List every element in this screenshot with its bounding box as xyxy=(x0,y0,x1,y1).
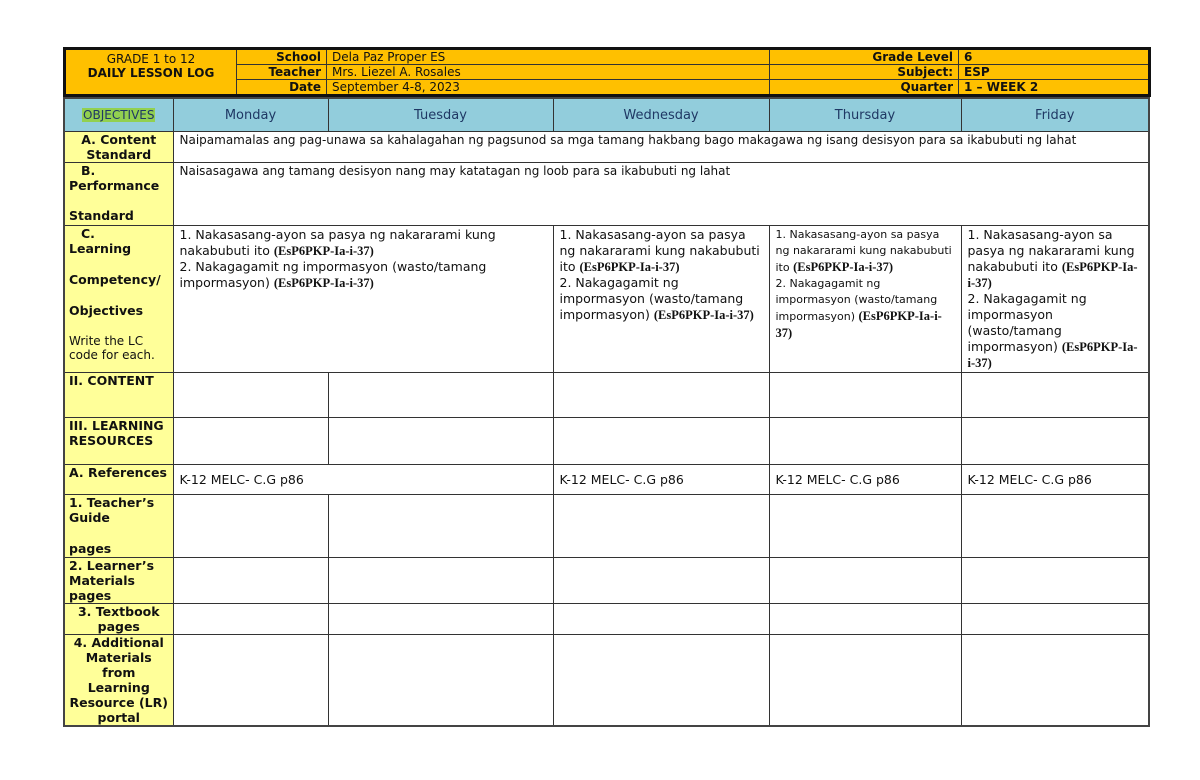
objective-2: 2. Nakagagamit ng impormasyon (wasto/tamang impormasyon) xyxy=(775,277,938,323)
cell xyxy=(328,604,553,635)
label-line: Performance xyxy=(69,178,160,193)
competency-label xyxy=(64,226,173,373)
lc-code: (EsP6PKP-Ia-i-37) xyxy=(653,308,754,322)
objective-1: 1. Nakasasang-ayon sa pasya ng nakararami kung nakabubuti ito xyxy=(775,228,952,274)
cell xyxy=(553,635,769,727)
cell xyxy=(328,558,553,604)
date-value: September 4-8, 2023 xyxy=(327,80,770,96)
cell xyxy=(769,418,961,465)
day-header-row xyxy=(64,98,1149,132)
lc-code: (EsP6PKP-Ia-i-37) xyxy=(579,260,680,274)
cell xyxy=(769,373,961,418)
textbook-row xyxy=(64,604,1149,635)
additional-materials-row xyxy=(64,635,1149,727)
resources-row xyxy=(64,418,1149,465)
performance-standard-text: Naisasagawa ang tamang desisyon nang may katatagan ng loob para sa ikabubuti ng lahat xyxy=(173,163,1149,226)
teacher-label: Teacher xyxy=(237,65,327,80)
school-value: Dela Paz Proper ES xyxy=(327,49,770,65)
references-label: A. References xyxy=(64,465,173,495)
cell xyxy=(769,635,961,727)
lc-code: (EsP6PKP-Ia-i-37) xyxy=(793,260,894,274)
objective-1: 1. Nakasasang-ayon sa pasya ng nakararami kung nakabubuti ito xyxy=(179,227,496,258)
competency-wed xyxy=(553,226,769,373)
lc-code: (EsP6PKP-Ia-i-37) xyxy=(273,244,374,258)
label-line: Standard xyxy=(69,208,134,223)
teacher-value: Mrs. Liezel A. Rosales xyxy=(327,65,770,80)
cell xyxy=(328,373,553,418)
label-line: Objectives xyxy=(69,303,144,318)
cell xyxy=(328,635,553,727)
subject-value: ESP xyxy=(959,65,1150,80)
objectives-header xyxy=(64,98,173,132)
label-line: pages xyxy=(69,541,112,556)
textbook-label: 3. Textbook pages xyxy=(64,604,173,635)
lc-code: (EsP6PKP-Ia-i-37) xyxy=(967,260,1138,290)
ref-wed: K-12 MELC- C.G p86 xyxy=(553,465,769,495)
performance-standard-row xyxy=(64,163,1149,226)
objective-2: 2. Nakagagamit ng impormasyon (wasto/tamang impormasyon) xyxy=(967,291,1087,354)
cell xyxy=(173,604,328,635)
cell xyxy=(961,418,1149,465)
cell xyxy=(769,604,961,635)
objective-1: 1. Nakasasang-ayon sa pasya ng nakararami kung nakabubuti ito xyxy=(967,227,1135,274)
cell xyxy=(553,495,769,558)
content-standard-row xyxy=(64,132,1149,163)
label-line: Competency/ xyxy=(69,272,161,287)
cell xyxy=(173,635,328,727)
cell xyxy=(961,635,1149,727)
competency-mon-tue xyxy=(173,226,553,373)
resources-label: III. LEARNING RESOURCES xyxy=(64,418,173,465)
cell xyxy=(173,558,328,604)
content-row xyxy=(64,373,1149,418)
grade-label: Grade Level xyxy=(770,49,959,65)
cell xyxy=(961,495,1149,558)
label-line: C. xyxy=(81,226,95,241)
objective-1: 1. Nakasasang-ayon sa pasya ng nakararami kung nakabubuti ito xyxy=(559,227,760,274)
day-friday: Friday xyxy=(961,98,1149,132)
label-line: Learning xyxy=(69,241,132,256)
day-monday: Monday xyxy=(173,98,328,132)
content-label: II. CONTENT xyxy=(64,373,173,418)
label-line: A. Content xyxy=(81,132,157,147)
cell xyxy=(553,558,769,604)
cell xyxy=(961,558,1149,604)
teachers-guide-row xyxy=(64,495,1149,558)
ref-fri: K-12 MELC- C.G p86 xyxy=(961,465,1149,495)
header-table xyxy=(63,47,1151,97)
learners-materials-label: 2. Learner’s Materials pages xyxy=(64,558,173,604)
teachers-guide-label xyxy=(64,495,173,558)
competency-fri xyxy=(961,226,1149,373)
cell xyxy=(553,604,769,635)
references-row xyxy=(64,465,1149,495)
objective-2: 2. Nakagagamit ng impormasyon (wasto/tamang impormasyon) xyxy=(559,275,744,322)
label-line: B. xyxy=(81,163,96,178)
cell xyxy=(769,495,961,558)
lc-code: (EsP6PKP-Ia-i-37) xyxy=(273,276,374,290)
cell xyxy=(961,373,1149,418)
cell xyxy=(769,558,961,604)
title-line2: DAILY LESSON LOG xyxy=(87,66,215,80)
objectives-label: OBJECTIVES xyxy=(83,107,155,122)
cell xyxy=(328,495,553,558)
document-title xyxy=(65,49,237,96)
objective-2: 2. Nakagagamit ng impormasyon (wasto/tamang impormasyon) xyxy=(179,259,487,290)
cell xyxy=(553,418,769,465)
learners-materials-row xyxy=(64,558,1149,604)
quarter-value: 1 – WEEK 2 xyxy=(959,80,1150,96)
date-label: Date xyxy=(237,80,327,96)
additional-materials-label: 4. Additional Materials from Learning Resource (LR) portal xyxy=(64,635,173,727)
cell xyxy=(173,373,328,418)
cell xyxy=(328,418,553,465)
title-line1: GRADE 1 to 12 xyxy=(106,52,196,66)
lesson-table xyxy=(63,97,1150,727)
content-standard-label xyxy=(64,132,173,163)
grade-value: 6 xyxy=(959,49,1150,65)
school-label: School xyxy=(237,49,327,65)
quarter-label: Quarter xyxy=(770,80,959,96)
competency-row xyxy=(64,226,1149,373)
ref-mon-tue: K-12 MELC- C.G p86 xyxy=(173,465,553,495)
ref-thu: K-12 MELC- C.G p86 xyxy=(769,465,961,495)
cell xyxy=(961,604,1149,635)
day-thursday: Thursday xyxy=(769,98,961,132)
day-wednesday: Wednesday xyxy=(553,98,769,132)
content-standard-text: Naipamamalas ang pag-unawa sa kahalagahan ng pagsunod sa mga tamang hakbang bago makagawa ng isang desisyon para sa ikabubuti ng lahat xyxy=(173,132,1149,163)
cell xyxy=(173,418,328,465)
competency-thu xyxy=(769,226,961,373)
performance-standard-label xyxy=(64,163,173,226)
lc-code: (EsP6PKP-Ia-i-37) xyxy=(967,340,1138,370)
cell xyxy=(173,495,328,558)
label-line: Standard xyxy=(86,147,152,162)
cell xyxy=(553,373,769,418)
subject-label: Subject: xyxy=(770,65,959,80)
lc-code-note: Write the LC code for each. xyxy=(69,334,155,362)
label-line: 1. Teacher’s Guide xyxy=(69,495,155,525)
day-tuesday: Tuesday xyxy=(328,98,553,132)
lc-code: (EsP6PKP-Ia-i-37) xyxy=(775,309,942,340)
